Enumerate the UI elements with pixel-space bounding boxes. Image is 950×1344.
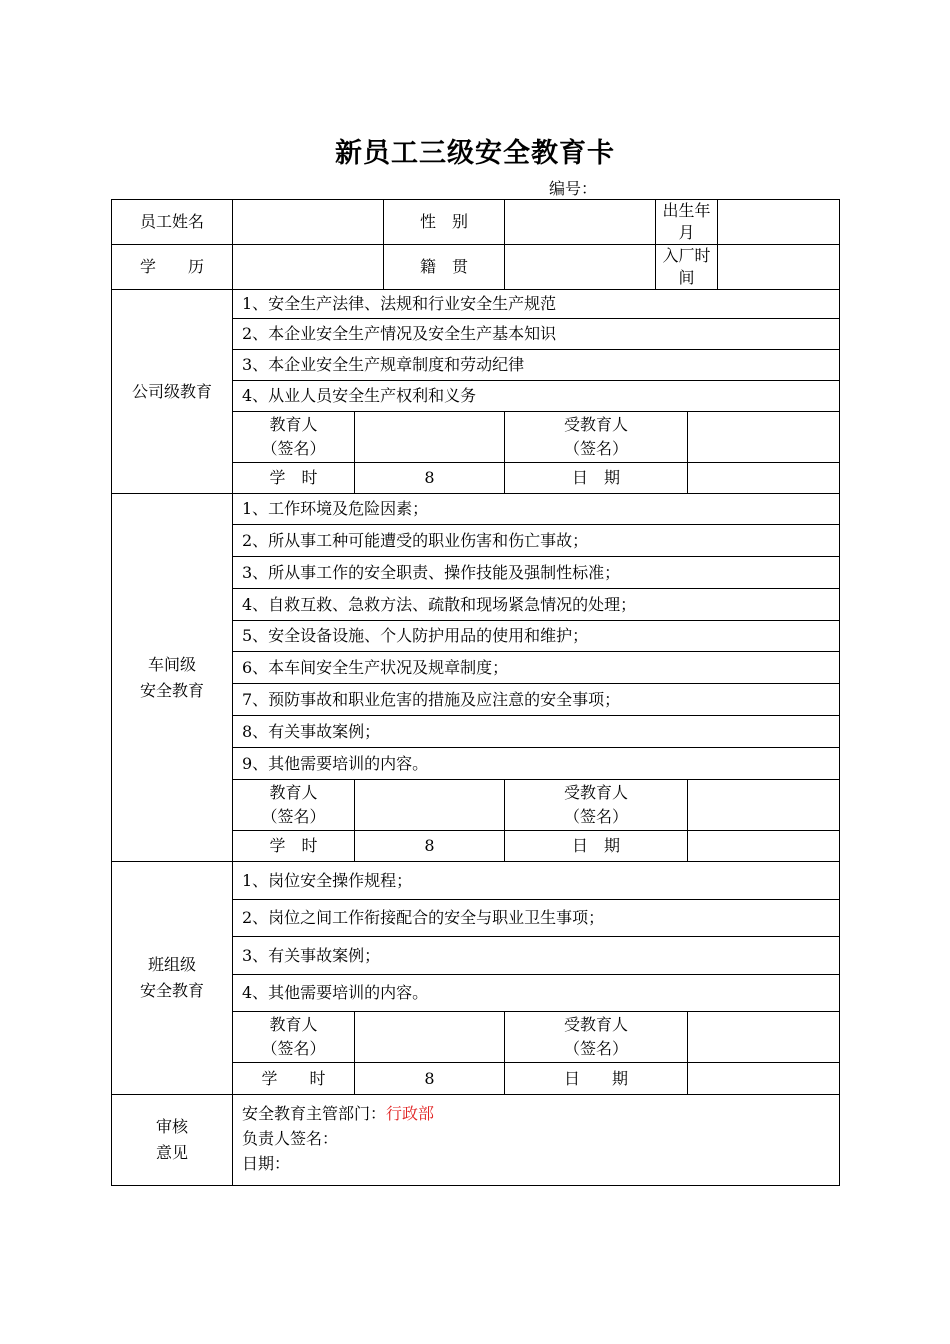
workshop-level-label [112,494,233,862]
review-signer-label: 负责人签名： [242,1129,339,1148]
workshop-educatee-label [505,780,688,831]
workshop-item-5: 5、安全设备设施、个人防护用品的使用和维护； [233,621,840,652]
team-hours-value: 8 [355,1063,505,1095]
company-educator-label [233,412,355,463]
educatee-label: 受教育人 [564,415,629,434]
serial-number-label: 编号： [549,179,598,198]
team-educatee-label [505,1012,688,1063]
workshop-item-2: 2、所从事工种可能遭受的职业伤害和伤亡事故； [233,525,840,557]
review-dept-value: 行政部 [386,1104,435,1123]
workshop-hours-value: 8 [355,831,505,862]
birth-date-field[interactable] [718,200,840,245]
workshop-educator-label [233,780,355,831]
education-level-field[interactable] [233,245,384,290]
hometown-label: 籍 贯 [384,245,505,290]
company-item-row [112,290,840,319]
sign-note: （签名） [261,1039,326,1058]
sign-note: （签名） [564,1039,629,1058]
workshop-educator-signature-field[interactable] [355,780,505,831]
workshop-item-4: 4、自救互救、急救方法、疏散和现场紧急情况的处理； [233,589,840,621]
team-label-line1: 班组级 [147,955,196,974]
team-date-field[interactable] [688,1063,840,1095]
workshop-item-3: 3、所从事工作的安全职责、操作技能及强制性标准； [233,557,840,589]
workshop-item-9: 9、其他需要培训的内容。 [233,748,840,780]
team-educatee-signature-field[interactable] [688,1012,840,1063]
company-item-4: 4、从业人员安全生产权利和义务 [233,381,840,412]
workshop-item-1: 1、工作环境及危险因素； [233,494,840,525]
team-hours-label: 学 时 [233,1063,355,1095]
workshop-educatee-signature-field[interactable] [688,780,840,831]
company-hours-label: 学 时 [233,463,355,494]
team-item-3: 3、有关事故案例； [233,937,840,975]
company-date-field[interactable] [688,463,840,494]
hometown-field[interactable] [505,245,656,290]
birth-date-label: 出生年月 [656,200,718,245]
page-title: 新员工三级安全教育卡 [335,138,615,169]
company-level-label: 公司级教育 [112,290,233,494]
workshop-label-line1: 车间级 [147,654,196,674]
team-educator-label [233,1012,355,1063]
team-level-label [112,862,233,1095]
educator-label: 教育人 [269,415,318,434]
team-item-2: 2、岗位之间工作衔接配合的安全与职业卫生事项； [233,900,840,937]
workshop-hours-label: 学 时 [233,831,355,862]
workshop-date-label: 日 期 [505,831,688,862]
company-item-2: 2、本企业安全生产情况及安全生产基本知识 [233,319,840,350]
company-hours-value: 8 [355,463,505,494]
company-educatee-signature-field[interactable] [688,412,840,463]
team-label-line2: 安全教育 [139,981,204,1000]
gender-label: 性 别 [384,200,505,245]
team-educator-signature-field[interactable] [355,1012,505,1063]
workshop-label-line2: 安全教育 [139,680,204,700]
team-date-label: 日 期 [505,1063,688,1095]
educator-label: 教育人 [269,783,318,802]
team-item-row [112,862,840,900]
review-label [112,1095,233,1186]
company-date-label: 日 期 [505,463,688,494]
company-educator-signature-field[interactable] [355,412,505,463]
info-row-1 [112,200,840,245]
workshop-item-row [112,494,840,525]
entry-date-field[interactable] [718,245,840,290]
sign-note: （签名） [261,439,326,458]
workshop-item-8: 8、有关事故案例； [233,716,840,748]
workshop-item-7: 7、预防事故和职业危害的措施及应注意的安全事项； [233,684,840,716]
gender-field[interactable] [505,200,656,245]
review-dept-label: 安全教育主管部门： [242,1104,387,1123]
company-item-3: 3、本企业安全生产规章制度和劳动纪律 [233,350,840,381]
entry-date-label: 入厂时间 [656,245,718,290]
review-date-label: 日期： [242,1154,291,1173]
sign-note: （签名） [261,807,326,826]
review-content[interactable] [233,1095,840,1186]
education-level-label: 学 历 [112,245,233,290]
sign-note: （签名） [564,807,629,826]
review-label-line1: 审核 [155,1117,188,1136]
employee-name-field[interactable] [233,200,384,245]
info-row-2 [112,245,840,290]
team-item-1: 1、岗位安全操作规程； [233,862,840,900]
company-item-1: 1、安全生产法律、法规和行业安全生产规范 [233,290,840,319]
workshop-date-field[interactable] [688,831,840,862]
educatee-label: 受教育人 [564,783,629,802]
company-educatee-label [505,412,688,463]
employee-name-label: 员工姓名 [112,200,233,245]
educatee-label: 受教育人 [564,1015,629,1034]
educator-label: 教育人 [269,1015,318,1034]
workshop-item-6: 6、本车间安全生产状况及规章制度； [233,652,840,684]
review-label-line2: 意见 [155,1143,188,1162]
review-dept-line [242,1101,830,1126]
review-row [112,1095,840,1186]
sign-note: （签名） [564,439,629,458]
education-card-table [111,199,840,1186]
team-item-4: 4、其他需要培训的内容。 [233,975,840,1012]
